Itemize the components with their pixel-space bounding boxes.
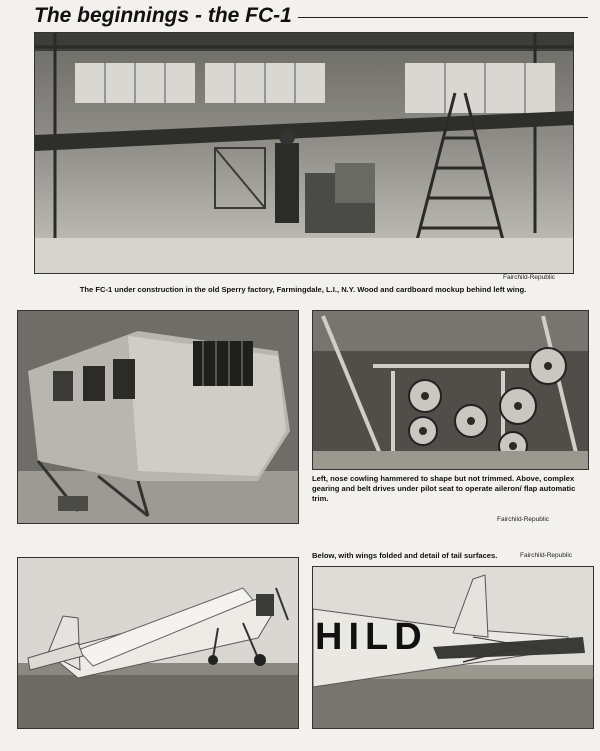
bottom-caption: Below, with wings folded and detail of tail surfaces.	[312, 551, 498, 560]
folded-wings-plane-photo	[17, 557, 299, 729]
factory-construction-photo	[34, 32, 574, 274]
page-title: The beginnings - the FC-1	[34, 4, 298, 27]
page-header	[34, 4, 588, 28]
gearing-belt-drive-photo	[312, 310, 589, 470]
fuselage-cowling-photo	[17, 310, 299, 524]
middle-caption: Left, nose cowling hammered to shape but not trimmed. Above, complex gearing and belt drives under pilot seat to operate aileron/ flap automatic trim.	[312, 474, 576, 503]
top-photo-credit: Fairchild-Republic	[503, 274, 556, 281]
middle-photo-credit: Fairchild-Republic	[497, 516, 550, 523]
tail-surfaces-photo	[312, 566, 594, 729]
fuselage-lettering: HILD	[315, 616, 428, 658]
top-caption: The FC-1 under construction in the old Sperry factory, Farmingdale, L.I., N.Y. Wood and cardboard mockup behind left wing.	[79, 285, 527, 294]
bottom-photo-credit: Fairchild-Republic	[520, 552, 573, 559]
